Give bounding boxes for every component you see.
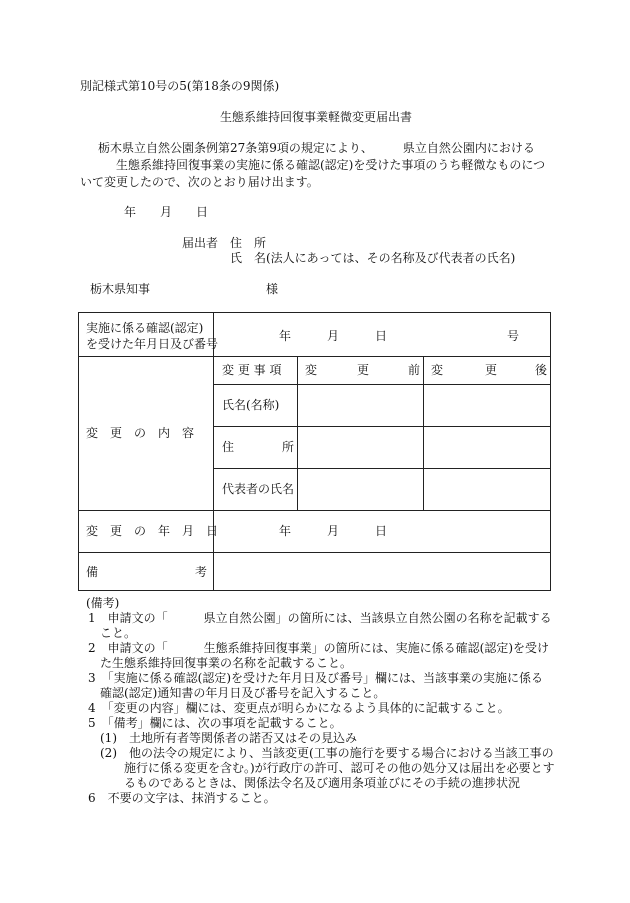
note-3b: 確認(認定)通知書の年月日及び番号を記入すること。 <box>88 686 386 700</box>
applicant-name-label: 氏 名(法人にあっては、その名称及び代表者の氏名) <box>230 251 516 265</box>
note-1a: 1 申請文の「 県立自然公園」の箇所には、当該県立自然公園の名称を記載する <box>88 611 552 625</box>
column-header-after-2: 更 <box>485 363 498 377</box>
note-1b: こと。 <box>88 626 137 640</box>
note-5: 5 「備考」欄には、次の事項を記載すること。 <box>88 716 342 730</box>
applicant-address-label: 住 所 <box>230 236 267 250</box>
notes-heading: (備考) <box>86 596 120 610</box>
table-rule <box>214 384 550 385</box>
note-4: 4 「変更の内容」欄には、変更点が明らかになるよう具体的に記載すること。 <box>88 701 510 715</box>
note-2a: 2 申請文の「 生態系維持回復事業」の箇所には、実施に係る確認(認定)を受け <box>88 641 550 655</box>
body-line-1: 栃木県立自然公園条例第27条第9項の規定により、 県立自然公園内における <box>98 141 535 155</box>
body-line-2: 生態系維持回復事業の実施に係る確認(認定)を受けた事項のうち軽微なものにつ <box>116 158 546 172</box>
remarks-label-1: 備 <box>86 565 99 579</box>
table-rule <box>423 356 424 510</box>
confirmation-date-label-line1: 実施に係る確認(認定) <box>86 321 204 335</box>
note-2b: た生態系維持回復事業の名称を記載すること。 <box>88 656 353 670</box>
note-5-2c: るものであるときは、関係法令名及び適用条項並びにその手続の進捗状況 <box>88 776 521 790</box>
column-header-after-3: 後 <box>535 363 548 377</box>
body-line-3: いて変更したので、次のとおり届け出ます。 <box>80 175 319 189</box>
document-title: 生態系維持回復事業軽微変更届出書 <box>220 110 413 124</box>
table-rule <box>79 552 550 553</box>
column-header-before-3: 前 <box>408 363 421 377</box>
table-rule <box>79 510 550 511</box>
addressee-suffix: 様 <box>266 282 279 296</box>
applicant-label: 届出者 <box>182 236 219 250</box>
note-5-2a: (2) 他の法令の規定により、当該変更(工事の施行を要する場合における当該工事の <box>88 746 554 760</box>
column-header-before-1: 変 <box>305 363 318 377</box>
table-rule <box>213 313 214 590</box>
column-header-before-2: 更 <box>357 363 370 377</box>
note-5-2b: 施行に係る変更を含む。)が行政庁の許可、認可その他の処分又は届出を必要とす <box>88 761 555 775</box>
table-rule <box>214 426 550 427</box>
column-header-after-1: 変 <box>431 363 444 377</box>
column-header-item: 変 更 事 項 <box>222 363 282 377</box>
item-address-label-1: 住 <box>222 440 235 454</box>
confirmation-date-value: 年 月 日 号 <box>279 329 520 343</box>
note-3a: 3 「実施に係る確認(認定)を受けた年月日及び番号」欄には、当該事業の実施に係る <box>88 671 544 685</box>
item-representative-label: 代表者の氏名 <box>222 482 295 496</box>
change-date-value: 年 月 日 <box>279 524 388 538</box>
form-number: 別記様式第10号の5(第18条の9関係) <box>80 79 280 93</box>
submission-date: 年 月 日 <box>124 205 209 219</box>
item-name-label: 氏名(名称) <box>222 398 280 412</box>
confirmation-date-label-line2: を受けた年月日及び番号 <box>86 337 219 351</box>
table-rule <box>297 356 298 510</box>
change-content-label: 変 更 の 内 容 <box>86 426 195 440</box>
table-rule <box>214 468 550 469</box>
note-5-1: (1) 土地所有者等関係者の諾否又はその見込み <box>88 731 357 745</box>
change-notification-table <box>78 312 551 591</box>
remarks-label-2: 考 <box>195 565 208 579</box>
note-6: 6 不要の文字は、抹消すること。 <box>88 791 276 805</box>
table-rule <box>79 356 550 357</box>
addressee-name: 栃木県知事 <box>90 282 151 296</box>
change-date-label: 変 更 の 年 月 日 <box>86 524 219 538</box>
item-address-label-2: 所 <box>282 440 295 454</box>
